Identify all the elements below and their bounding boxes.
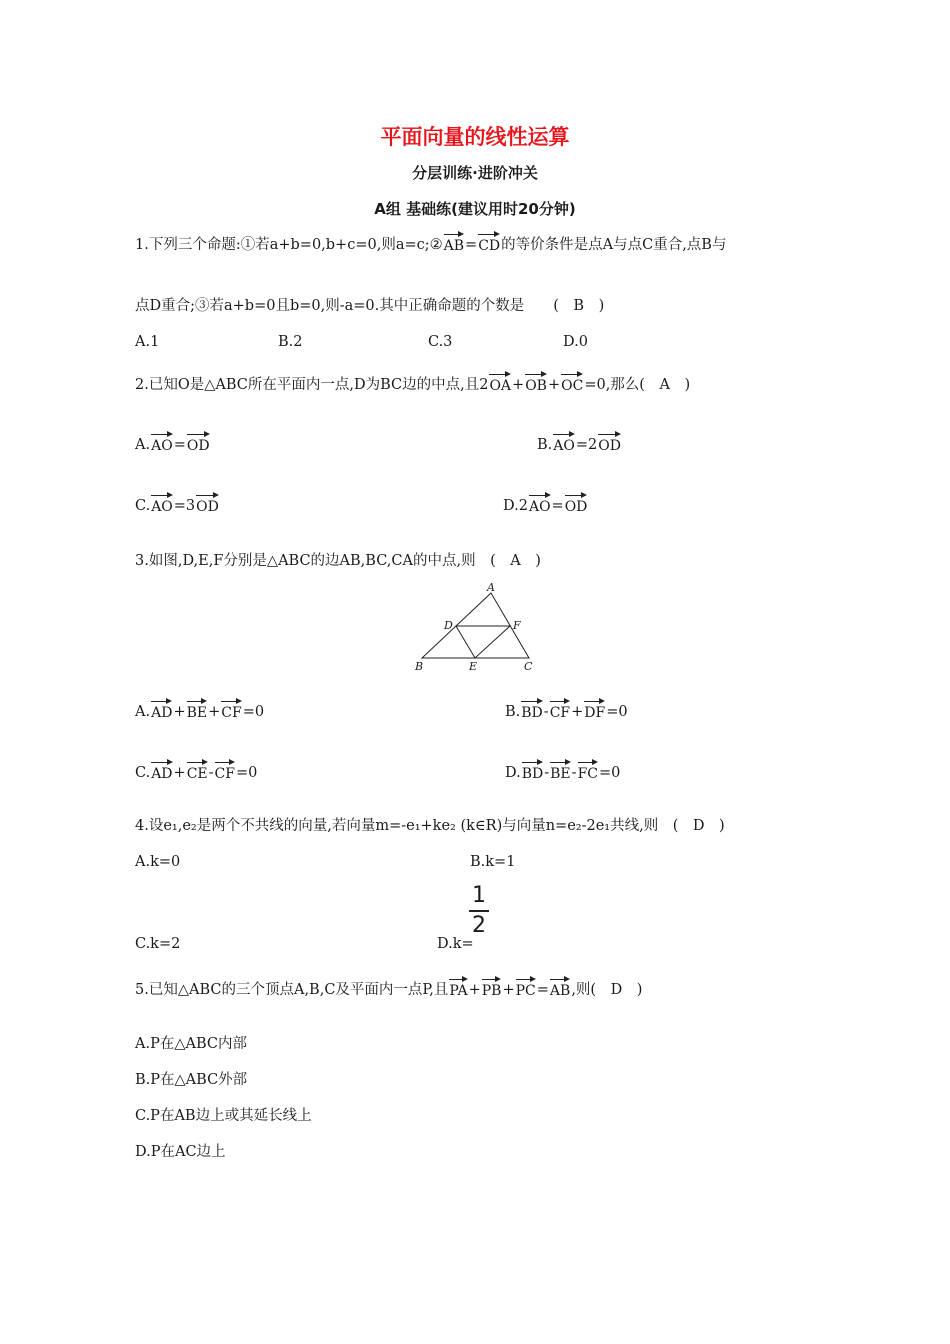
q2b-vector-2: OD: [598, 432, 621, 453]
q2c-vector-2: OD: [196, 493, 219, 514]
q2c-vector-1: AO: [151, 493, 173, 514]
midpoint-triangle-def: [456, 626, 510, 658]
group-heading: A组 基础练(建议用时20分钟): [374, 200, 576, 218]
vector-ab: AB: [444, 232, 464, 253]
q4-option-a: A.k=0: [135, 854, 181, 870]
q5-option-d: D.P在AC边上: [135, 1144, 226, 1160]
q3d-vector-3: FC: [578, 760, 598, 781]
vector-oa: OA: [489, 372, 511, 393]
q5-text-post: ,则( D ): [571, 982, 643, 998]
q1-option-b: B.2: [278, 334, 303, 350]
q5-plus-2: +: [502, 982, 515, 998]
fraction-one-half: [469, 883, 489, 939]
q3d-op-1: -: [544, 765, 550, 781]
q3b-op-1: -: [543, 704, 549, 720]
q2-text-post: =0,那么( A ): [584, 377, 691, 393]
q1-text-a: 1.下列三个命题:①若a+b=0,b+c=0,则a=c;②: [135, 237, 443, 253]
q3a-end: =0: [242, 704, 265, 720]
q2-plus-1: +: [512, 377, 525, 393]
q3c-vector-3: CF: [215, 760, 235, 781]
q3c-vector-1: AD: [151, 760, 172, 781]
q5-option-b: B.P在△ABC外部: [135, 1072, 248, 1088]
q3-option-b: [505, 699, 628, 722]
q3d-op-2: -: [571, 765, 577, 781]
fraction-denominator: 2: [472, 913, 486, 938]
q2c-label: C.: [135, 498, 151, 514]
q2-plus-2: +: [547, 377, 561, 393]
q2-text-pre: 2.已知O是△ABC所在平面内一点,D为BC边的中点,且2: [135, 377, 489, 393]
q3c-end: =0: [235, 765, 258, 781]
question-4: 4.设e₁,e₂是两个不共线的向量,若向量m=-e₁+ke₂ (k∈R)与向量n=e₂-2e₁共线,则 ( D ): [135, 818, 725, 834]
q2-option-b: [537, 432, 622, 455]
section-subtitle: 分层训练·进阶冲关: [412, 164, 538, 182]
q2a-vector-2: OD: [187, 432, 210, 453]
q3a-label: A.: [135, 704, 151, 720]
q3c-op-1: +: [173, 765, 186, 781]
vector-ob: OB: [525, 372, 547, 393]
q3b-vector-3: DF: [584, 699, 605, 720]
vector-pc: PC: [516, 977, 536, 998]
question-1-line-1: [135, 232, 726, 255]
question-2: [135, 372, 690, 395]
page-title: 平面向量的线性运算: [380, 125, 570, 149]
q5-option-a: A.P在△ABC内部: [135, 1036, 247, 1052]
q3b-label: B.: [505, 704, 521, 720]
q5-text-pre: 5.已知△ABC的三个顶点A,B,C及平面内一点P,且: [135, 982, 449, 998]
q3d-end: =0: [599, 765, 621, 781]
q1-text-b: 的等价条件是点A与点C重合,点B与: [501, 237, 727, 253]
q2d-label: D.2: [503, 498, 528, 514]
q2a-operator: =: [173, 437, 186, 453]
q3b-end: =0: [606, 704, 628, 720]
q2d-vector-2: OD: [565, 493, 588, 514]
q2-option-d: [503, 493, 588, 516]
q3b-op-2: +: [571, 704, 584, 720]
q5-equals: =: [536, 982, 549, 998]
q2-option-a: [135, 432, 211, 455]
question-3: 3.如图,D,E,F分别是△ABC的边AB,BC,CA的中点,则 ( A ): [135, 553, 541, 569]
label-b: B: [415, 660, 424, 673]
q3a-vector-3: CF: [221, 699, 241, 720]
q3d-vector-1: BD: [522, 760, 544, 781]
vector-oc: OC: [561, 372, 583, 393]
q1-option-a: A.1: [135, 334, 160, 350]
q2c-operator: =3: [173, 498, 196, 514]
q3b-vector-1: BD: [521, 699, 543, 720]
vector-pa: PA: [449, 977, 467, 998]
q4-option-d: D.k=: [437, 936, 474, 952]
q2-option-c: [135, 493, 220, 516]
q3b-vector-2: CF: [550, 699, 570, 720]
q2a-vector-1: AO: [151, 432, 173, 453]
label-f: F: [513, 619, 521, 632]
q3d-label: D.: [505, 765, 521, 781]
q3a-vector-1: AD: [151, 699, 172, 720]
q3c-vector-2: CE: [187, 760, 208, 781]
q1-equals: =: [465, 237, 478, 253]
question-1-line-2: 点D重合;③若a+b=0且b=0,则-a=0.其中正确命题的个数是 ( B ): [135, 298, 605, 314]
q4-option-b: B.k=1: [470, 854, 516, 870]
q2a-label: A.: [135, 437, 151, 453]
question-5: [135, 977, 642, 1000]
q2b-vector-1: AO: [553, 432, 575, 453]
q3a-op-1: +: [173, 704, 186, 720]
label-d: D: [444, 619, 453, 632]
q3a-vector-2: BE: [187, 699, 208, 720]
q5-option-c: C.P在AB边上或其延长线上: [135, 1108, 312, 1124]
q2b-label: B.: [537, 437, 553, 453]
triangle-diagram: [410, 580, 540, 675]
fraction-numerator: 1: [472, 883, 486, 908]
q3-option-c: [135, 760, 257, 783]
q3-option-a: [135, 699, 264, 722]
q3c-label: C.: [135, 765, 151, 781]
fraction-bar: [469, 910, 489, 912]
vector-cd: CD: [478, 232, 500, 253]
q5-plus-1: +: [468, 982, 481, 998]
q1-option-c: C.3: [428, 334, 453, 350]
label-a: A: [487, 581, 495, 594]
q3-option-d: [505, 760, 620, 783]
q2d-vector-1: AO: [529, 493, 551, 514]
label-c: C: [524, 660, 533, 673]
q3c-op-2: -: [208, 765, 214, 781]
q3a-op-2: +: [208, 704, 221, 720]
q2d-operator: =: [551, 498, 564, 514]
label-e: E: [469, 660, 478, 673]
q1-option-d: D.0: [563, 334, 588, 350]
q3d-vector-2: BE: [550, 760, 571, 781]
vector-ab-q5: AB: [550, 977, 570, 998]
q4-option-c: C.k=2: [135, 936, 181, 952]
vector-pb: PB: [482, 977, 502, 998]
q2b-operator: =2: [575, 437, 598, 453]
